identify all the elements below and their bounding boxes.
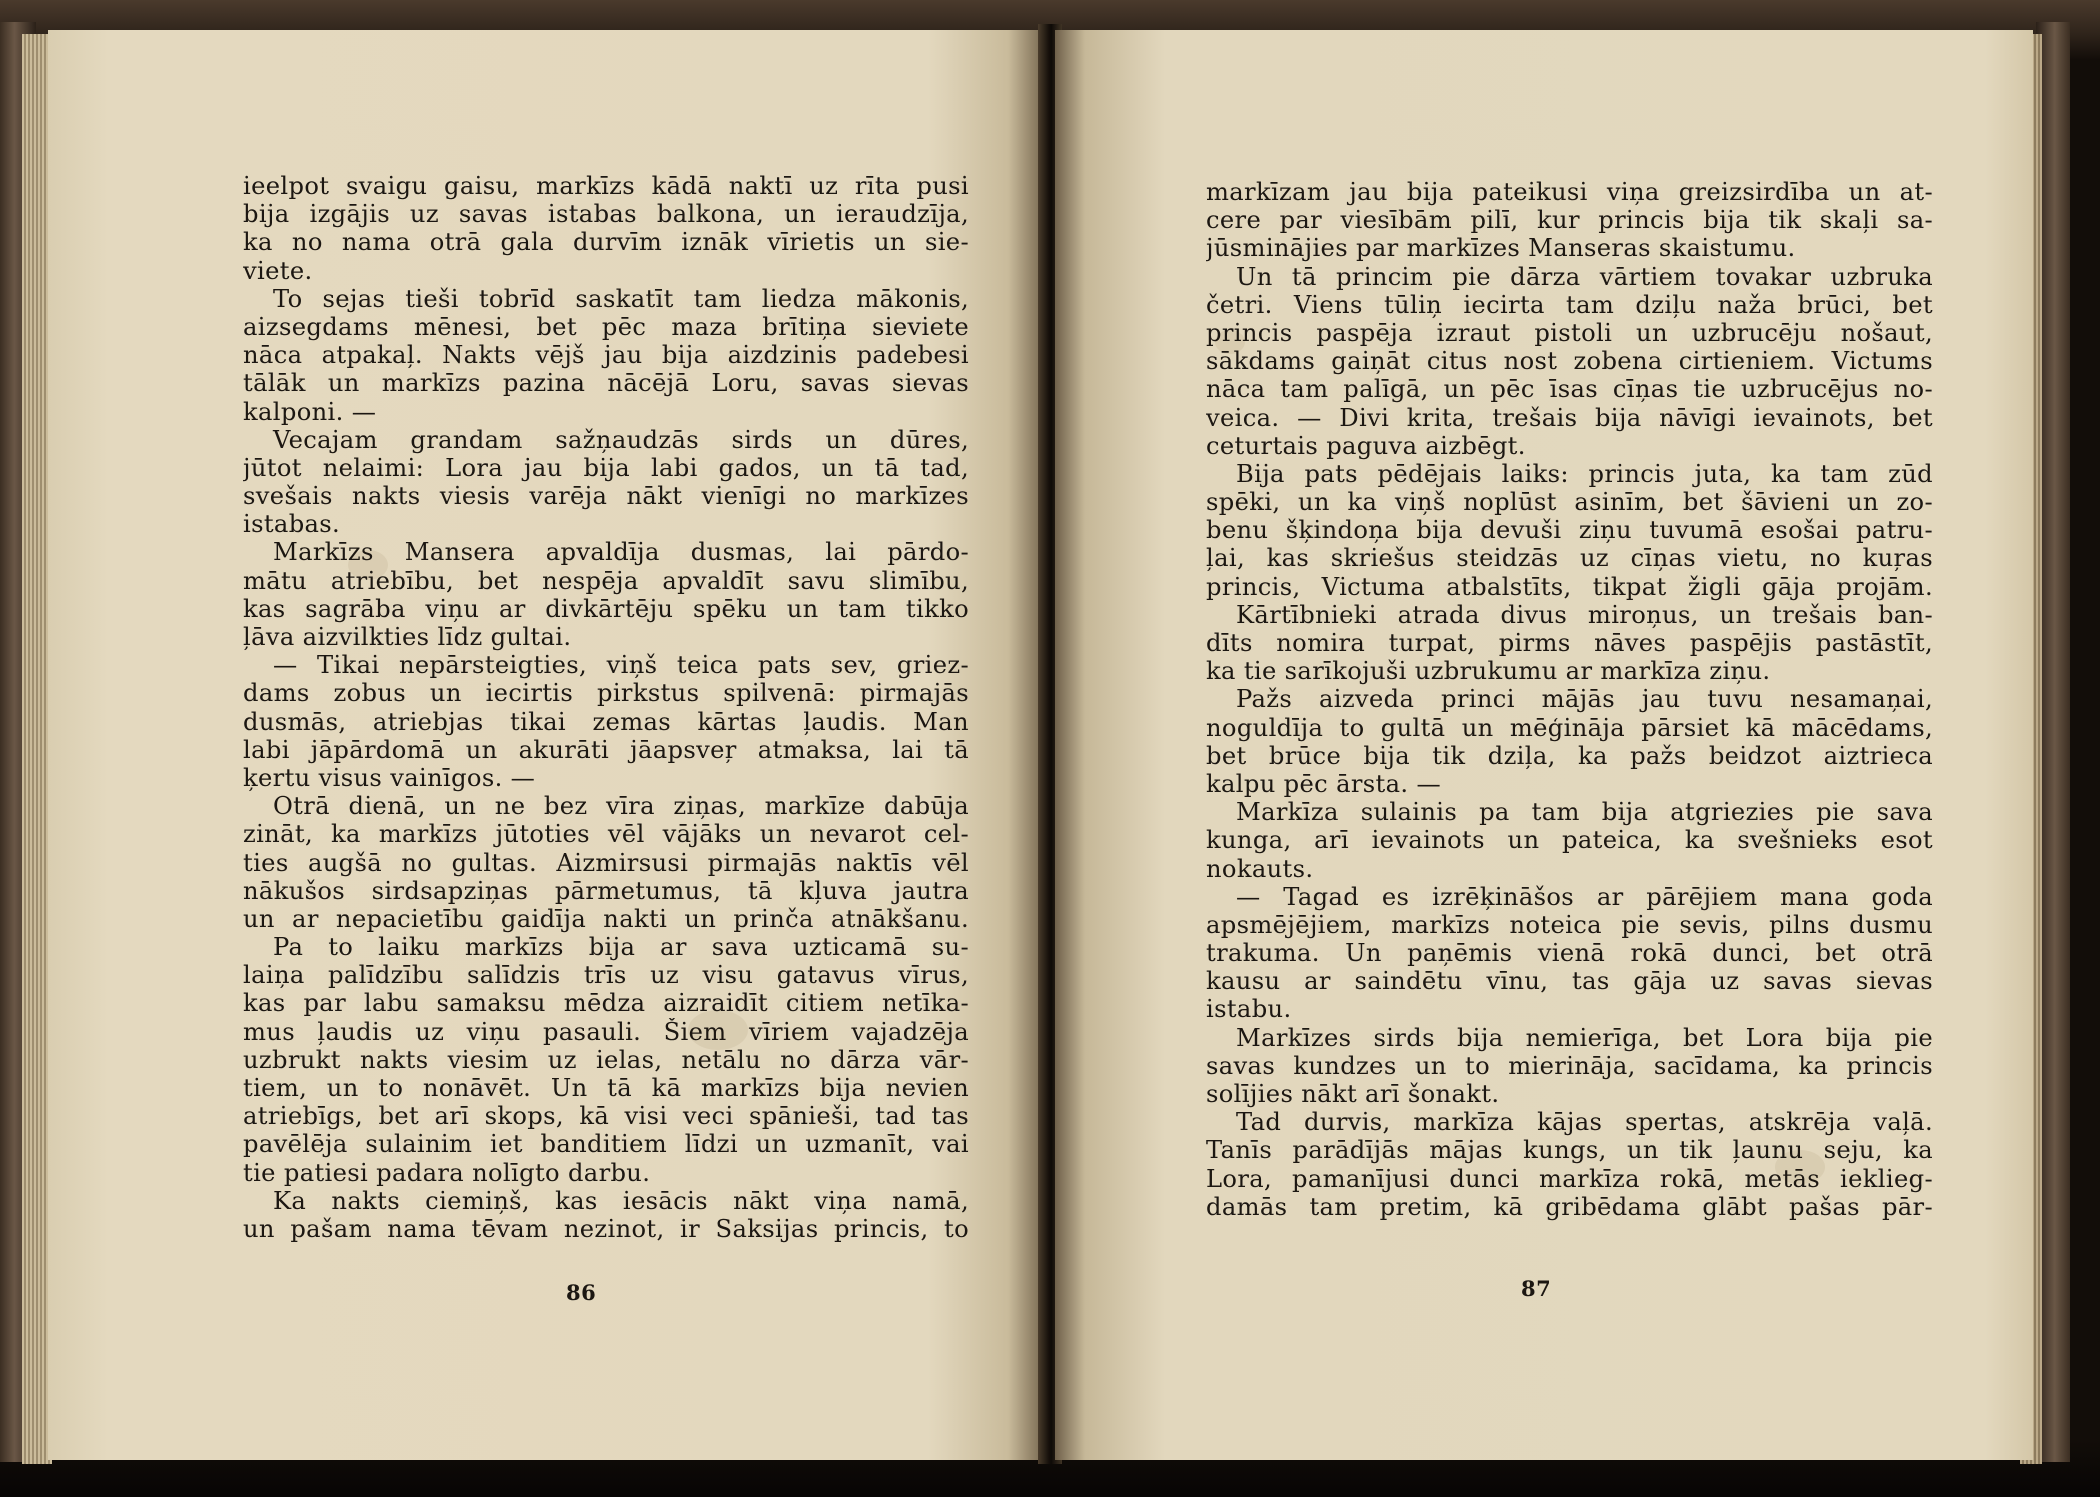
text-line: svešais nakts viesis varēja nākt vienīgi no markīzes [243,482,969,511]
text-line: Pažs aizveda princi mājās jau tuvu nesamaņai, [1236,685,1933,714]
text-line: To sejas tieši tobrīd saskatīt tam liedza mākonis, [273,284,969,313]
text-line: ieelpot svaigu gaisu, markīzs kādā naktī uz rīta pusi [243,172,969,200]
text-line: damās tam pretim, kā gribēdama glābt pašas pār- [1206,1192,1933,1221]
text-line: nāca atpakaļ. Nakts vējš jau bija aizdzinis padebesi [243,341,969,370]
text-line: Vecajam grandam sažņaudzās sirds un dūres, [273,425,969,454]
text-line: nokauts. [1206,854,1314,883]
left-page-text [243,172,969,1243]
text-line: ties augšā no gultas. Aizmirsusi pirmajās naktīs vēl [243,848,969,877]
text-line: kas par labu samaksu mēdza aizraidīt citiem netīka- [243,989,969,1018]
text-line: un pašam nama tēvam nezinot, ir Saksijas princis, to [243,1214,969,1243]
text-line: Markīzes sirds bija nemierīga, bet Lora bija pie [1236,1023,1933,1052]
text-line: trakuma. Un paņēmis vienā rokā dunci, bet otrā [1206,939,1933,968]
text-line: Markīza sulainis pa tam bija atgriezies pie sava [1236,798,1933,827]
text-line: kalpu pēc ārsta. — [1206,769,1441,798]
text-line: benu šķindoņa bija devuši ziņu tuvumā esošai patru- [1206,516,1933,545]
text-line: mus ļaudis uz viņu pasauli. Šiem vīriem vajadzēja [243,1017,969,1046]
text-line: kas sagrāba viņu ar divkārtēju spēku un tam tikko [243,594,969,623]
text-line: un ar nepacietību gaidīja nakti un prinča atnākšanu. [243,904,969,933]
text-line: ļai, kas skriešus steidzās uz cīņas vietu, no kuŗas [1206,544,1933,573]
text-line: mātu atriebību, bet nespēja apvaldīt savu slimību, [243,566,969,595]
text-line: tiem, un to nonāvēt. Un tā kā markīzs bija nevien [243,1074,969,1102]
text-line: apsmējējiem, markīzs noteica pie sevis, pilns dusmu [1206,910,1933,939]
text-line: — Tagad es izrēķināšos ar pārējiem mana goda [1236,882,1933,911]
text-line: kausu ar saindētu vīnu, tas gāja uz savas sievas [1206,967,1933,996]
text-line: dīts nomira turpat, pirms nāves paspējis pastāstīt, [1206,629,1933,657]
text-line: Kārtībnieki atrada divus miroņus, un trešais ban- [1236,600,1933,629]
text-line: Bija pats pēdējais laiks: princis juta, ka tam zūd [1236,459,1933,488]
text-line: kunga, arī ievainots un pateica, ka svešnieks esot [1206,826,1933,855]
text-line: tālāk un markīzs pazina nācējā Loru, savas sievas [243,369,969,398]
right-page-text [1206,178,1933,1221]
left-page [48,30,1043,1460]
text-line: noguldīja to gultā un mēģināja pārsiet kā mācēdams, [1206,713,1933,742]
text-line: nāca tam palīgā, un pēc īsas cīņas tie uzbrucējus no- [1206,375,1933,404]
text-line: ceturtais paguva aizbēgt. [1206,431,1526,460]
text-line: istabas. [243,510,341,539]
text-line: nākušos sirdsapziņas pārmetumus, tā kļuva jautra [243,876,969,905]
text-line: princis paspēja izraut pistoli un uzbrucēju nošaut, [1206,318,1933,347]
text-line: zināt, ka markīzs jūtoties vēl vājāks un nevarot cel- [243,820,969,849]
text-line: ļāva aizvilkties līdz gultai. [243,623,572,651]
text-line: markīzam jau bija pateikusi viņa greizsirdība un at- [1206,178,1933,206]
text-line: — Tikai nepārsteigties, viņš teica pats sev, griez- [273,651,969,680]
text-line: pavēlēja sulainim iet banditiem līdzi un uzmanīt, vai [243,1130,969,1159]
text-line: cere par viesībām pilī, kur princis bija tik skaļi sa- [1206,206,1933,235]
text-line: ka no nama otrā gala durvīm iznāk vīrietis un sie- [243,228,969,257]
text-line: Tanīs parādījās mājas kungs, un tik ļaunu seju, ka [1206,1136,1933,1165]
text-line: istabu. [1206,995,1292,1024]
text-line: savas kundzes un to mierināja, sacīdama, ka princis [1206,1051,1933,1080]
text-line: solījies nākt arī šonakt. [1206,1080,1500,1108]
text-line: uzbrukt nakts viesim uz ielas, netālu no dārza vār- [243,1045,969,1074]
right-page-number: 87 [1521,1276,1552,1301]
left-page-number: 86 [566,1280,597,1305]
text-line: ka tie sarīkojuši uzbrukumu ar markīza ziņu. [1206,657,1771,686]
text-line: Lora, pamanījusi dunci markīza rokā, metās ieklieg- [1206,1164,1933,1193]
text-line: Tad durvis, markīza kājas spertas, atskrēja vaļā. [1236,1108,1933,1137]
text-line: viete. [243,256,313,285]
text-line: sākdams gaiņāt citus nost zobena cirtieniem. Victums [1206,347,1933,376]
text-line: bija izgājis uz savas istabas balkona, un ieraudzīja, [243,200,969,229]
text-line: labi jāpārdomā un akurāti jāapsveŗ atmaksa, lai tā [243,735,969,764]
text-line: veica. — Divi krita, trešais bija nāvīgi ievainots, bet [1206,403,1933,432]
text-line: Ka nakts ciemiņš, kas iesācis nākt viņa namā, [273,1186,969,1215]
text-line: jūsminājies par markīzes Manseras skaistumu. [1206,234,1796,263]
text-line: aizsegdams mēnesi, bet pēc maza brītiņa sieviete [243,312,969,341]
text-line: bet brūce bija tik dziļa, ka pažs beidzot aiztrieca [1206,741,1933,770]
text-line: spēki, un ka viņš noplūst asinīm, bet šāvieni un zo- [1206,488,1933,517]
text-line: dams zobus un iecirtis pirkstus spilvenā: pirmajās [243,679,969,708]
text-line: dusmās, atriebjas tikai zemas kārtas ļaudis. Man [243,707,969,736]
right-page [1055,30,2033,1460]
text-line: Otrā dienā, un ne bez vīra ziņas, markīze dabūja [273,792,969,821]
text-line: jūtot nelaimi: Lora jau bija labi gados, un tā tad, [243,453,969,482]
text-line: atriebīgs, bet arī skops, kā visi veci spānieši, tad tas [243,1102,969,1131]
text-line: četri. Viens tūliņ iecirta tam dziļu naža brūci, bet [1206,290,1933,319]
text-line: ķertu visus vainīgos. — [243,763,536,792]
text-line: Markīzs Mansera apvaldīja dusmas, lai pārdo- [273,538,969,567]
text-line: tie patiesi padara nolīgto darbu. [243,1158,651,1187]
text-line: Un tā princim pie dārza vārtiem tovakar uzbruka [1236,262,1933,291]
text-line: princis, Victuma atbalstīts, tikpat žigli gāja projām. [1206,572,1933,601]
text-line: Pa to laiku markīzs bija ar sava uzticamā su- [273,933,969,962]
text-line: kalponi. — [243,397,377,426]
text-line: laiņa palīdzību salīdzis trīs uz visu gatavus vīrus, [243,961,969,990]
